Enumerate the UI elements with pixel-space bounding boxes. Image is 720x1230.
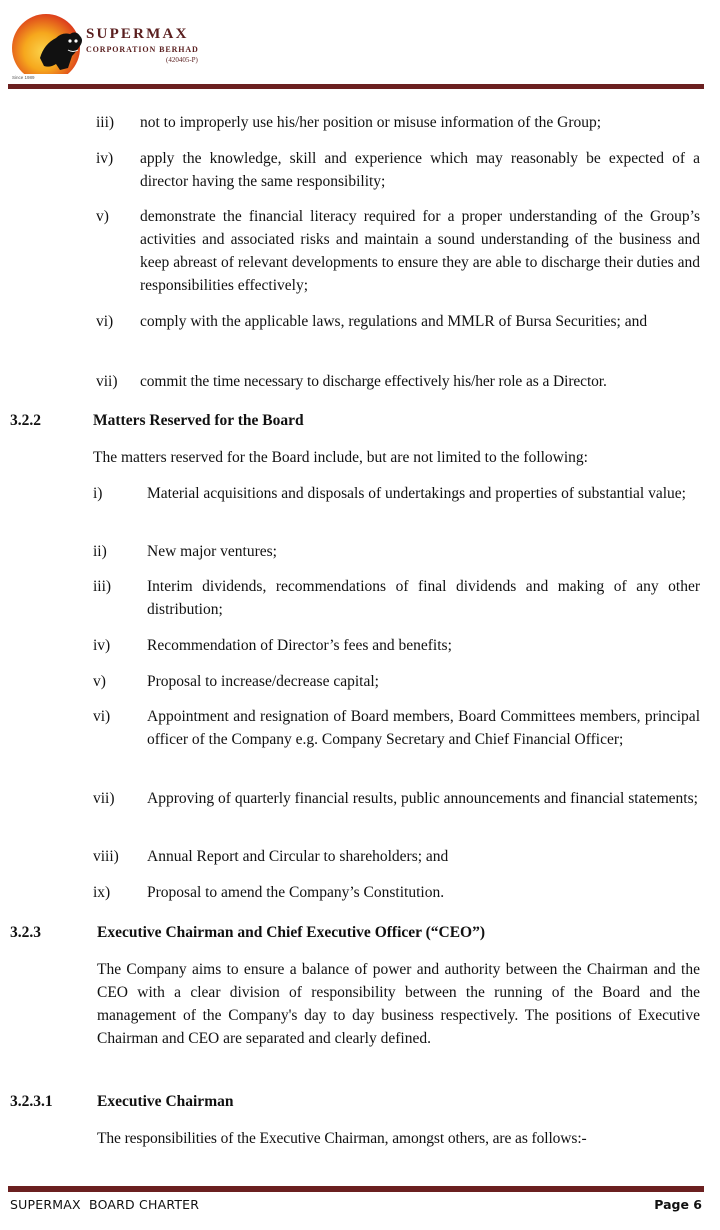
list-item-text: demonstrate the financial literacy required for a proper understanding of the Group’s activities and associated risks and maintain a sound understanding of the business and keep abreast of relevant developments to ensure they are able to discharge their duties and responsibilities effectively;: [140, 208, 700, 294]
list-item-number: iv): [93, 637, 111, 654]
section-title: Executive Chairman and Chief Executive Officer (“CEO”): [97, 924, 486, 941]
section-body: The responsibilities of the Executive Chairman, amongst others, are as follows:-: [97, 1130, 587, 1147]
section-body: The Company aims to ensure a balance of power and authority between the Chairman and the CEO with a clear division of responsibility between the running of the Board and the management of the Company's day to day business respectively. The positions of Executive Chairman and CEO are separated and clearly defined.: [97, 961, 700, 1047]
list-item-number: i): [93, 485, 103, 502]
list-item: [93, 482, 703, 528]
list-item: [93, 634, 703, 657]
list-item: [96, 111, 706, 134]
header-divider: [8, 84, 704, 89]
list-item: [93, 787, 703, 833]
since-label: Since 1989: [12, 75, 35, 80]
list-item-text: comply with the applicable laws, regulations and MMLR of Bursa Securities; and: [140, 313, 648, 330]
list-item: [93, 845, 703, 868]
list-item-text: Interim dividends, recommendations of final dividends and making of any other distribution;: [147, 578, 700, 618]
list-item: [93, 881, 703, 904]
section-number: 3.2.3.1: [10, 1093, 53, 1110]
list-item-number: vi): [93, 708, 111, 725]
section-title: Matters Reserved for the Board: [93, 412, 304, 429]
list-item-number: iv): [96, 150, 114, 167]
list-item: [93, 540, 703, 563]
list-item-text: apply the knowledge, skill and experience which may reasonably be expected of a director having the same responsibility;: [140, 150, 700, 190]
brand-registration: (420405-P): [166, 56, 198, 64]
list-item-text: Proposal to amend the Company’s Constitution.: [147, 884, 445, 901]
list-item-number: viii): [93, 848, 119, 865]
list-item-number: vii): [93, 790, 115, 807]
list-item-text: Approving of quarterly financial results, public announcements and financial statements;: [147, 790, 698, 807]
list-item-text: commit the time necessary to discharge effectively his/her role as a Director.: [140, 373, 607, 390]
list-item-text: Recommendation of Director’s fees and benefits;: [147, 637, 452, 654]
list-item: [93, 575, 703, 621]
footer-divider: [8, 1186, 704, 1192]
section-intro: The matters reserved for the Board include, but are not limited to the following:: [93, 449, 588, 466]
list-item-number: vi): [96, 313, 114, 330]
brand-name: SUPERMAX: [86, 26, 189, 42]
section-title: Executive Chairman: [97, 1093, 234, 1110]
list-item-text: not to improperly use his/her position or misuse information of the Group;: [140, 114, 602, 131]
list-item-text: Proposal to increase/decrease capital;: [147, 673, 379, 690]
list-item-text: Appointment and resignation of Board members, Board Committees members, principal officer of the Company e.g. Company Secretary and Chief Financial Officer;: [147, 708, 700, 748]
footer-title: SUPERMAX BOARD CHARTER: [10, 1197, 200, 1212]
list-item: [96, 310, 706, 356]
list-item-text: New major ventures;: [147, 543, 277, 560]
page-header: [0, 0, 720, 92]
section-number: 3.2.2: [10, 412, 41, 429]
list-item: [96, 205, 706, 297]
list-item: [93, 670, 703, 693]
list-item: [93, 705, 703, 774]
section-number: 3.2.3: [10, 924, 41, 941]
list-item-number: v): [93, 673, 106, 690]
list-item-number: vii): [96, 373, 118, 390]
list-item-number: ii): [93, 543, 107, 560]
list-item-number: v): [96, 208, 109, 225]
list-item-number: iii): [93, 578, 112, 595]
list-item-number: ix): [93, 884, 111, 901]
brand-subtitle: CORPORATION BERHAD: [86, 45, 199, 54]
list-item: [96, 147, 706, 193]
list-item-number: iii): [96, 114, 115, 131]
list-item-text: Annual Report and Circular to shareholders; and: [147, 848, 449, 865]
list-item-text: Material acquisitions and disposals of undertakings and properties of substantial value;: [147, 485, 686, 502]
list-item: [96, 370, 706, 393]
page-number: Page 6: [654, 1197, 702, 1212]
